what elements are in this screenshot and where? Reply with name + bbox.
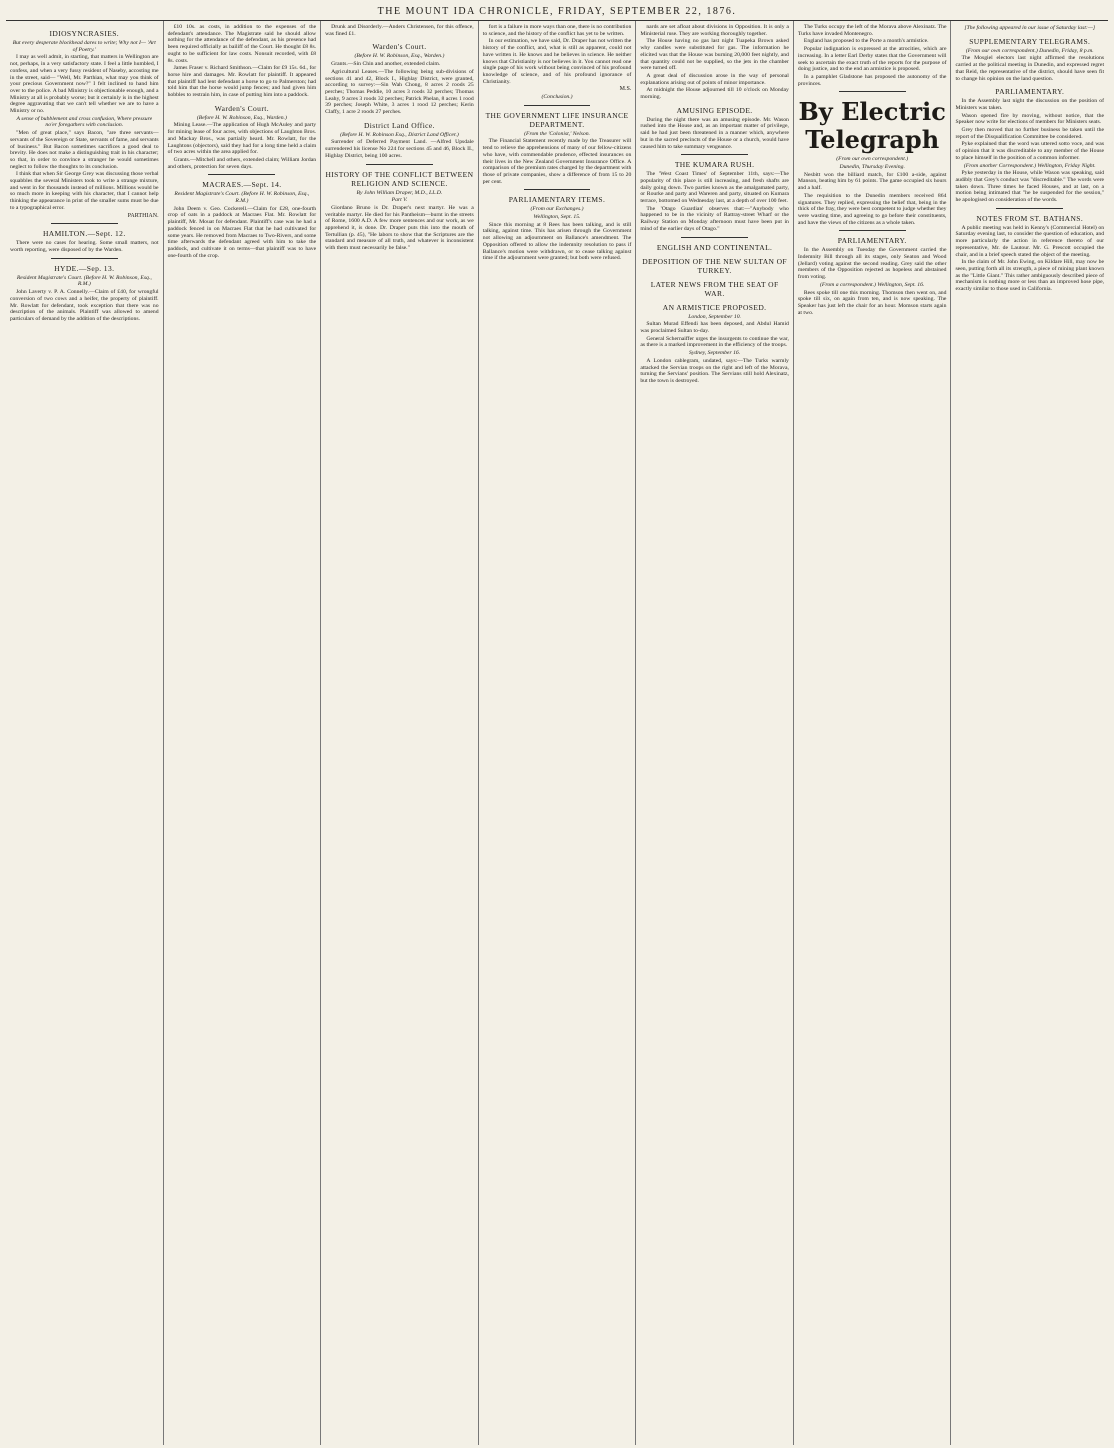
article-paragraph: General Schernaiffer urges the insurgents to continue the war, as there is a marked improvement in the efficiency of the troops. [640, 335, 789, 349]
article-paragraph: I may as well admit, in starting, that matters in Wellington are not, perhaps, in a very satisfactory state. I feel a little humbled, I confess, and when a very fussy resident of Naseby, accosting me in the street, said— "Well, Mr. Parthian, what may you think of your precious Government now?" I felt inclined to hand him over to the police. A bad Ministry is objectionable enough, and a Ministry at all is probably worse; but it certainly is in the highest degree aggravating that we can't tell whether we are to have a Ministry or no. [10, 54, 159, 115]
part-label: Part V. [391, 197, 408, 204]
column-7 [951, 21, 1108, 1445]
article-paragraph: A public meeting was held in Kenny's (Commercial Hotel) on Saturday evening last, to consider the question of education, and more particularly the action in reference thereto of our representative, Mr. de Lautour. Mr. G. Prescott occupied the chair, and in a brief speech stated the object of the meeting. [955, 224, 1105, 258]
dateline: (From a correspondent.) Wellington, Sept. 16. [819, 281, 925, 288]
divider [839, 230, 906, 231]
column-5 [636, 21, 794, 1445]
epigraph: But every desperate blockhead dares to write; Why not I— 'Art of Poetry.' [12, 40, 156, 53]
divider [51, 223, 118, 224]
article-heading: THE KUMARA RUSH. [674, 160, 755, 170]
article-paragraph: Mining Lease.—The application of Hugh McAuley and party for mining lease of four acres, with objections of Laughton Bros. and Mackay Bros., was partially heard. Mr. Rowlatt, for the Laughtons (objectors), said they had for a long time held a claim of two acres within the area applied for. [167, 122, 317, 156]
article-paragraph: Rees spoke till one this morning. Thomson then went on, and spoke till six, on again from ten, and is now speaking. The Speaker has just left the chair for an hour. Momson starts again at two. [797, 289, 947, 316]
article-paragraph: John Laverty v. P. A. Connelly.—Claim of £40, for wrongful conversion of two cows and a heifer, the property of plaintiff. Mr. Rowlatt for defendant, took exception that there was no description of the animals. Plaintiff was allowed to amend particulars of demand by the addition of the descriptions. [10, 289, 159, 322]
article-paragraph: There were no cases for hearing. Some small matters, not worth reporting, were disposed of by the Warden. [10, 240, 159, 253]
article-heading: HISTORY OF THE CONFLICT BETWEEN RELIGION AND SCIENCE. [325, 169, 474, 188]
column-6 [794, 21, 952, 1445]
article-paragraph: During the night there was an amusing episode. Mr. Wason rushed into the House and, as an important matter of privilege, said he had just been threatened in a manner which, anywhere but in the sacred precincts of the House or a church, would have caused him to take summary vengeance. [640, 116, 789, 150]
article-paragraph: In the Assembly on Tuesday the Government carried the Indemnity Bill through all its stages, only Seaton and Wood (Jellard) voting against the second reading. Grey said the other members of the Opposition rejected as hopeless and abstained from voting. [797, 247, 947, 281]
article-paragraph: In a pamphlet Gladstone has proposed the autonomy of the provinces. [797, 73, 947, 87]
article-heading: PARLIAMENTARY. [837, 236, 907, 246]
source-label: (From the 'Colonist,' Nelson. [524, 130, 590, 137]
article-heading: HYDE.—Sep. 13. [54, 263, 115, 273]
masthead: THE MOUNT IDA CHRONICLE, FRIDAY, SEPTEMBER 22, 1876. [6, 4, 1108, 21]
article-paragraph: fort is a failure in more ways than one, there is no contribution to science, and the history of the conflict has yet to be written. [482, 24, 632, 37]
article-paragraph: Since this morning at 8 Rees has been talking, and is still talking, against time. This has arisen through the Government not allowing an adjournment on Ballance's amendment. The Opposition offered to allow the indemnity resolution to pass if Ballance's motion were withdrawn, or to cease talking against time if the adjournment were granted; but both were refused. [482, 221, 632, 262]
article-paragraph: A great deal of discussion arose in the way of personal explanations arising out of points of minor importance. [640, 72, 789, 86]
article-paragraph: England has proposed to the Porte a month's armistice. [803, 38, 929, 45]
divider [524, 105, 591, 106]
article-paragraph: In our estimation, we have said, Dr. Draper has not written the history of the conflict, and, what is still as apparent, could not have written it. He knows and he believes in science. He neither knows that Christianity is nor believes in it. You cannot read one single page of his work without being convinced of his profound knowledge of science, and of his profound ignorance of Christianity. [482, 38, 632, 85]
column-4 [479, 21, 637, 1445]
article-paragraph: James Fraser v. Richard Smithson.—Claim for £9 15s. 6d., for horse hire and damages. Mr. Rowlatt for plaintiff. It appeared that plaintiff had lent defendant a horse to go to Palmerston; had told him that the horse would jump fences; and had given him hobbles to restrain him, in case of putting him into a paddock. [167, 65, 317, 99]
article-paragraph: £10 10s. as costs, in addition to the expenses of the defendant's attendance. The Magistrate said he should allow nothing for the attendance of the defendant, as his presence had been required officially as bailiff of the Court. He thought £8 8s. ought to be sufficient for law costs. Nonsuit recorded, with £8 8s. costs. [167, 24, 317, 64]
article-heading: PARLIAMENTARY ITEMS. [508, 195, 606, 205]
article-paragraph: Pyke explained that the word was uttered sotto voce, and was of opinion that it was discreditable to any member of the House to place himself in the position of a common informer. [955, 141, 1105, 161]
article-heading: IDIOSYNCRASIES. [49, 29, 120, 38]
article-paragraph: "Men of great place," says Bacon, "are three servants—servants of the Sovereign or State, servants of fame, and servants of business." But Bacon sometimes sacrifices a good deal to brevity. He does not make a distinguishing trait in his character; so that, in order to convince a stranger he would sometimes neglect to follow the thoughts to its conclusion. [10, 130, 159, 170]
article-heading: HAMILTON.—Sept. 12. [42, 229, 126, 239]
divider [208, 174, 275, 175]
article-paragraph: Grants.—Mitchell and others, extended claim; William Jordan and others, protection for seven days. [167, 156, 317, 170]
court-subheading: (Before H. W. Robinson Esq., District Land Officer.) [340, 131, 459, 138]
article-paragraph: Grey then moved that no further business be taken until the report of the Disqualification Committee be considered. [955, 127, 1105, 140]
article-heading: AN ARMISTICE PROPOSED. [662, 302, 767, 312]
dateline: Sydney, September 16. [689, 350, 741, 357]
article-paragraph: Popular indignation is expressed at the atrocities, which are increasing. In a letter Earl Derby states that the Government will seek to ascertain the exact truth of the reports for the purpose of doing justice, and to the end an armistice is proposed. [797, 46, 947, 73]
byline: By John William Draper, M.D., LL.D. [356, 189, 443, 196]
source-label: (From our Exchanges.) [530, 206, 584, 213]
column-2 [164, 21, 322, 1445]
divider [839, 91, 906, 92]
article-heading: LATER NEWS FROM THE SEAT OF WAR. [650, 279, 779, 298]
dateline: Dunedin, Thursday Evening. [839, 164, 905, 171]
article-paragraph: I think that when Sir George Grey was discussing those verbal squabbles the several Ministers took to write a strange mixture, and went in for thousands instead of millions. Millions would be so much more in keeping with his character, that I cannot help thinking the appearance in print of the smaller sums must be due to a typographical error. [10, 171, 159, 211]
article-paragraph: The Turks occupy the left of the Morava above Alexinatz. The Turks have invaded Montenegro. [797, 24, 947, 37]
article-heading: ENGLISH AND CONTINENTAL. [656, 242, 773, 252]
article-paragraph: Wason opened fire by moving, without notice, that the Speaker now write for elections of members for Ministers seats. [955, 112, 1105, 126]
dateline: London, September 10. [688, 313, 741, 320]
court-subheading: (Before H. W. Robinson, Esq., Warden.) [354, 53, 445, 60]
article-paragraph: The House having no gas last night Tuapeka Brown asked why candles were substituted for gas. The information he elicited was that the House was burning 20,000 feet nightly, and that quantity could not be supplied, so the jets in the chamber were turned off. [640, 38, 789, 72]
article-paragraph: The Financial Statement recently made by the Treasurer will tend to relieve the apprehensions of many of our fellow-citizens who have, with commendable prudence, effected insurances on their lives in the New Zealand Government Insurance Office. A comparison of the premium rates charged by the department with those of private companies, show a difference of from 15 to 20 per cent. [482, 138, 632, 185]
author-signature: PARTHIAN. [127, 212, 159, 219]
author-signature: M.S. [619, 86, 632, 93]
divider [524, 189, 591, 190]
article-paragraph: Giordano Bruno is Dr. Draper's next martyr. He was a veritable martyr. He died for his Pantheism—burnt in the streets of Rome, 1600 A.D. A few more sentences and our work, as we apprehend it, is done. Dr. Draper puts this into the mouth of Tertullian (p. 45), "He labors to show that the Scriptures are the standard and measure of all truth, and whatever is inconsistent with them must necessarily be false." [325, 204, 474, 252]
dateline: Wellington, Sept. 15. [533, 214, 581, 221]
editor-note: [The following appeared in our issue of Saturday last:—] [964, 25, 1096, 31]
verse-quote: A sense of bubblement and cross confusion, Where pressure no'er foregathers with conclusion. [16, 115, 153, 129]
article-paragraph: Nesbitt won the billiard match, for £100 a-side, against Manson, beating him by 61 points. The game occupied six hours and a half. [797, 171, 947, 192]
column-3 [321, 21, 479, 1445]
article-paragraph: Sultan Murad Effendi has been deposed, and Abdul Hamid was proclaimed Sultan to-day. [640, 321, 789, 334]
columns [6, 21, 1108, 1445]
court-subheading: Resident Magistrate's Court. (Before H. W. Robinson, Esq., R.M.) [174, 191, 310, 205]
article-paragraph: Grants.—Sin Chin and another, extended claim. [331, 61, 441, 68]
court-subheading: (Before H. W. Robinson, Esq., Warden.) [196, 114, 287, 121]
article-paragraph: The 'West Coast Times' of September 11th, says:—The popularity of this place is still increasing, and fresh shafts are daily going down. Two parties known as the amalgamated party, or Rourke and party and Wareren and party, situated on Kumara terrace, bottomed on Wednesday last, at a depth of over 100 feet. [640, 171, 789, 205]
article-paragraph: A London cablegram, undated, says:—The Turks warmly attacked the Servian troops on the right and left of the Morava, turning the Servians' position. The Servians still hold Alexinatz, but the town is destroyed. [640, 357, 789, 384]
article-paragraph: John Deem v. Geo. Cockerell.—Claim for £28, one-fourth crop of oats in a paddock at Macraes Flat. Mr. Rowlatt for plaintiff, Mr. Mouat for defendant. Plaintiff's case was he had a paddock fenced in on Macraes Flat that he had cultivated for some years. He removed from Macraes to Two-Rivers, and some time afterwards the defendant agreed with him to take the paddock, and cultivate it on terms—that plaintiff was to have one-fourth of the crop. [167, 205, 317, 259]
article-paragraph: Agricultural Leases.—The following being sub-divisions of sections 41 and 42, Block I., Highlay District, were granted, according to survey:—Sin Wah Chong, 8 acres 2 roods 25 perches; Thomas Peddie, 10 acres 3 roods 32 perches; Thomas Leahy, 9 acres 3 roods 32 perches; Patrick Phelan, 8 acres 1 rood 39 perches; Joseph White, 3 acres 1 rood 12 perches; Kerin Claffy, 1 acre 2 roods 27 perches. [325, 68, 474, 116]
telegraph-banner: By Electric Telegraph [798, 97, 946, 155]
article-paragraph: Drunk and Disorderly.—Anders Christensen, for this offence, was fined £1. [325, 24, 474, 37]
article-paragraph: Pyke yesterday in the House, while Wason was speaking, said audibly that Grey's conduct was "discreditable." The words were taken down. Three times he faced Houses, and at last, on a motion being intimated that "he be suspended for the session," he apologised on consideration of the words. [955, 170, 1105, 204]
article-heading: NOTES FROM ST. BATHANS. [976, 213, 1084, 223]
conclusion-label: (Conclusion.) [541, 94, 573, 101]
divider [681, 237, 748, 238]
article-paragraph: Surrender of Deferred Payment Land. —Alfred Upsdale surrendered his license No 224 for sections 45 and 46, Block II., Highlay District, being 100 acres. [325, 139, 474, 159]
column-1 [6, 21, 164, 1445]
article-paragraph: The requisition to the Dunedin members received 864 signatures. They replied, expressing the belief that, being in the thick of the fray, they were best competent to judge whether they were wasting time, and agreeing to go before their constituents, and have the views of the citizens as a whole taken. [797, 192, 947, 226]
article-heading: AMUSING EPISODE. [676, 105, 753, 115]
article-heading: THE GOVERNMENT LIFE INSURANCE DEPARTMENT. [485, 110, 629, 129]
dateline: (From another Correspondent.) Wellington, Friday Night. [963, 162, 1096, 169]
divider [681, 154, 748, 155]
article-heading: MACRAES.—Sept. 14. [202, 180, 282, 190]
article-paragraph: nards are set afloat about divisions in Opposition. It is only a Ministerial ruse. They are working thoroughly together. [640, 24, 789, 37]
divider [996, 208, 1063, 209]
article-heading: SUPPLEMENTARY TELEGRAMS. [969, 36, 1091, 46]
article-heading: Warden's Court. [372, 42, 427, 52]
divider [366, 164, 433, 165]
article-paragraph: In the claim of Mr. John Ewing, on Kildare Hill, may now be seen, putting forth all its strength, a piece of mining plant known as the "Little Giant." This rather ambiguously described piece of mechanism is nothing more or less than an improved hose pipe, exactly similar to those used in California. [955, 259, 1105, 293]
article-paragraph: The Mosgiel electors last night affirmed the resolutions carried at the political meeting in Dunedin, and expressed regret that Reid, the representative of the district, should have seen fit to change his opinion on the land question. [955, 55, 1105, 82]
article-paragraph: The 'Otago Guardian' observes that:—"Anybody who happened to be in the vicinity of Rattray-street Wharf or the Railway Station on Monday afternoon must have been put in mind of the earlier days of Otago." [640, 205, 789, 232]
article-heading: PARLIAMENTARY. [995, 87, 1065, 97]
source-label: (From our own correspondent.) [836, 156, 909, 163]
divider [51, 258, 118, 259]
article-heading: DEPOSITION OF THE NEW SULTAN OF TURKEY. [642, 256, 787, 275]
article-heading: District Land Office. [363, 120, 435, 130]
dateline: (From our own correspondent.) Dunedin, Friday, 8 p.m. [965, 47, 1094, 54]
article-heading: Warden's Court. [214, 103, 269, 113]
court-subheading: Resident Magistrate's Court. (Before H. W. Robinson, Esq., R.M.) [16, 274, 152, 288]
article-paragraph: At midnight the House adjourned till 10 o'clock on Monday morning. [640, 87, 789, 101]
article-paragraph: In the Assembly last night the discussion on the position of Ministers was taken. [955, 98, 1105, 111]
